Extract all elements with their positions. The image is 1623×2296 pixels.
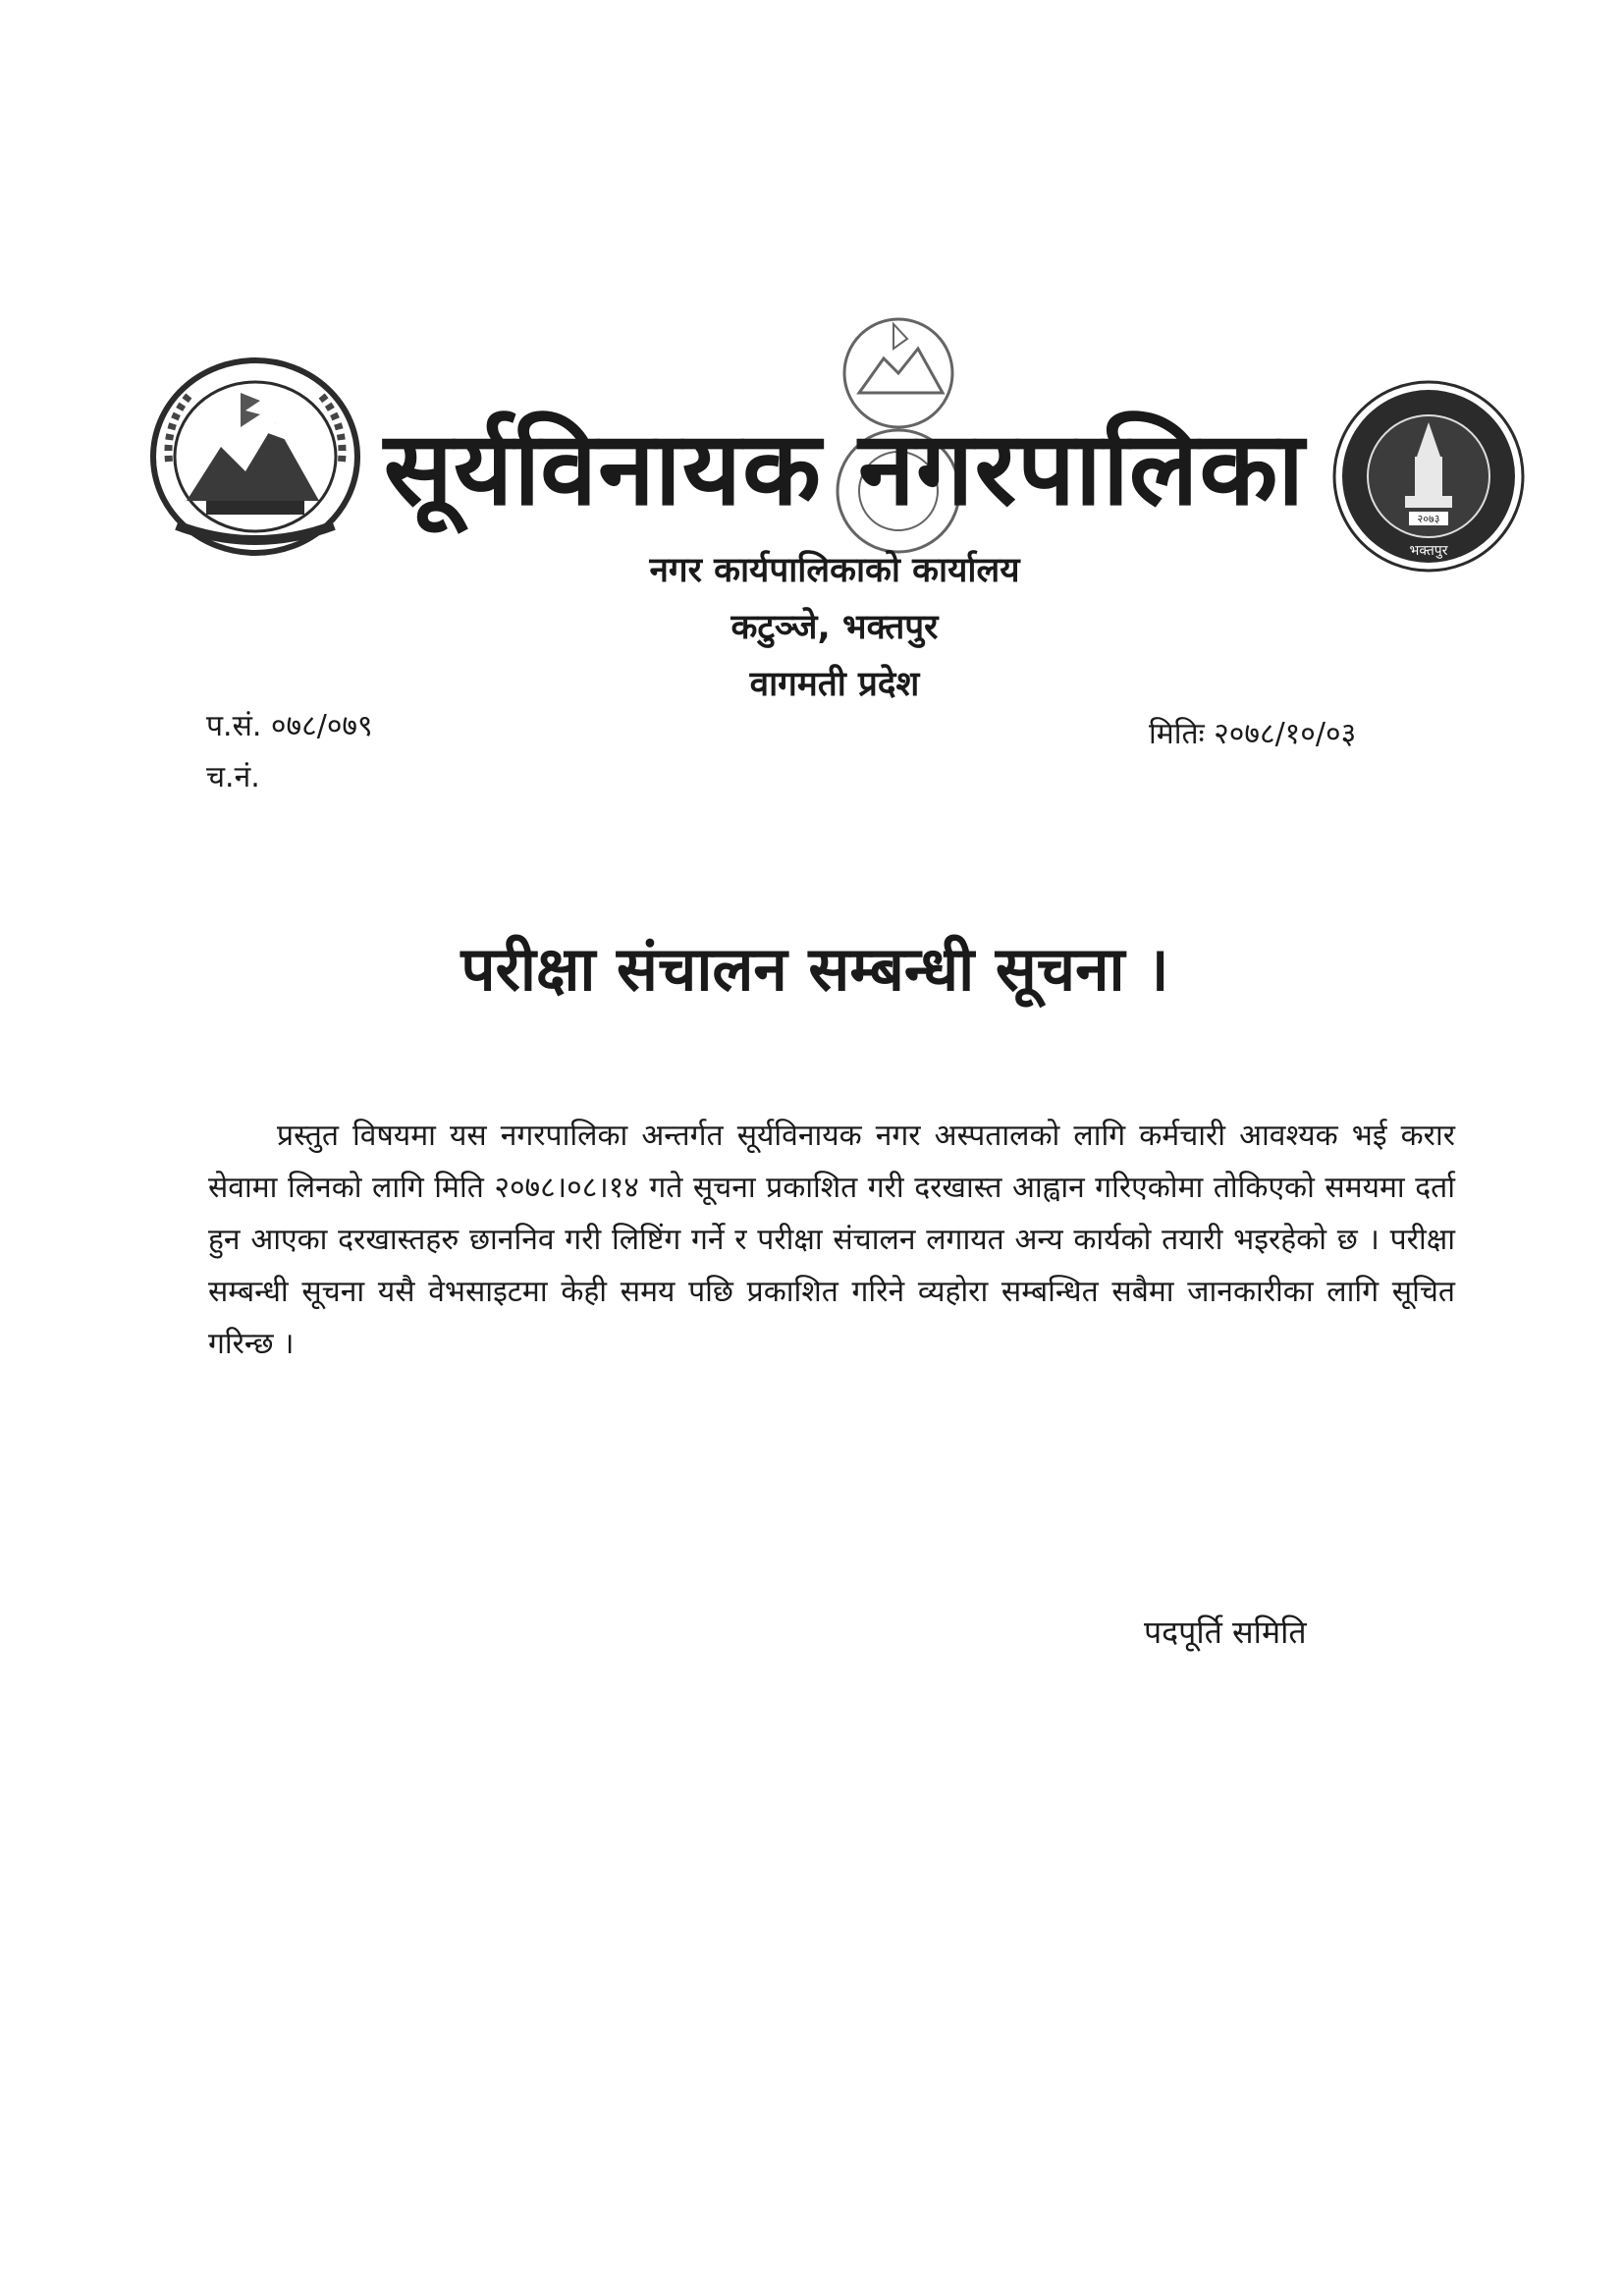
municipality-seal-icon: [1330, 378, 1527, 574]
dispatch-number: च.नं.: [206, 760, 260, 794]
nepal-government-emblem-icon: [147, 354, 363, 560]
office-name: नगर कार्यपालिकाको कार्यालय: [649, 551, 1020, 590]
office-location: कटुञ्जे, भक्तपुर: [730, 608, 939, 647]
seal-year: २०७३: [1417, 513, 1440, 525]
notice-date: मितिः २०७८/१०/०३: [1149, 717, 1357, 751]
province-name: वागमती प्रदेश: [749, 665, 920, 704]
notice-body: प्रस्तुत विषयमा यस नगरपालिका अन्तर्गत सूर्यविनायक नगर अस्पतालको लागि कर्मचारी आवश्यक भई करार सेवामा लिनको लागि मिति २०७८।०८।१४ गते सूचना प्रकाशित गरी दरखास्त आह्वान गरिएकोमा तोकिएको समयमा दर्ता हुन आएका दरखास्तहरु छाननिव गरी लिष्टिंग गर्ने र परीक्षा संचालन लगायत अन्य कार्यको तयारी भइरहेको छ । परीक्षा सम्बन्धी सूचना यसै वेभसाइटमा केही समय पछि प्रकाशित गरिने व्यहोरा सम्बन्धित सबैमा जानकारीका लागि सूचित गरिन्छ ।: [208, 1119, 1455, 1361]
notice-heading: परीक्षा संचालन सम्बन्धी सूचना ।: [460, 933, 1169, 1005]
seal-bottom-text: भक्तपुर: [1409, 543, 1448, 559]
reference-number: प.सं. ०७८/०७९: [206, 709, 373, 743]
signatory: पदपूर्ति समिति: [1144, 1613, 1307, 1651]
municipality-title: सूर्यविनायक नगरपालिका: [383, 409, 1306, 528]
